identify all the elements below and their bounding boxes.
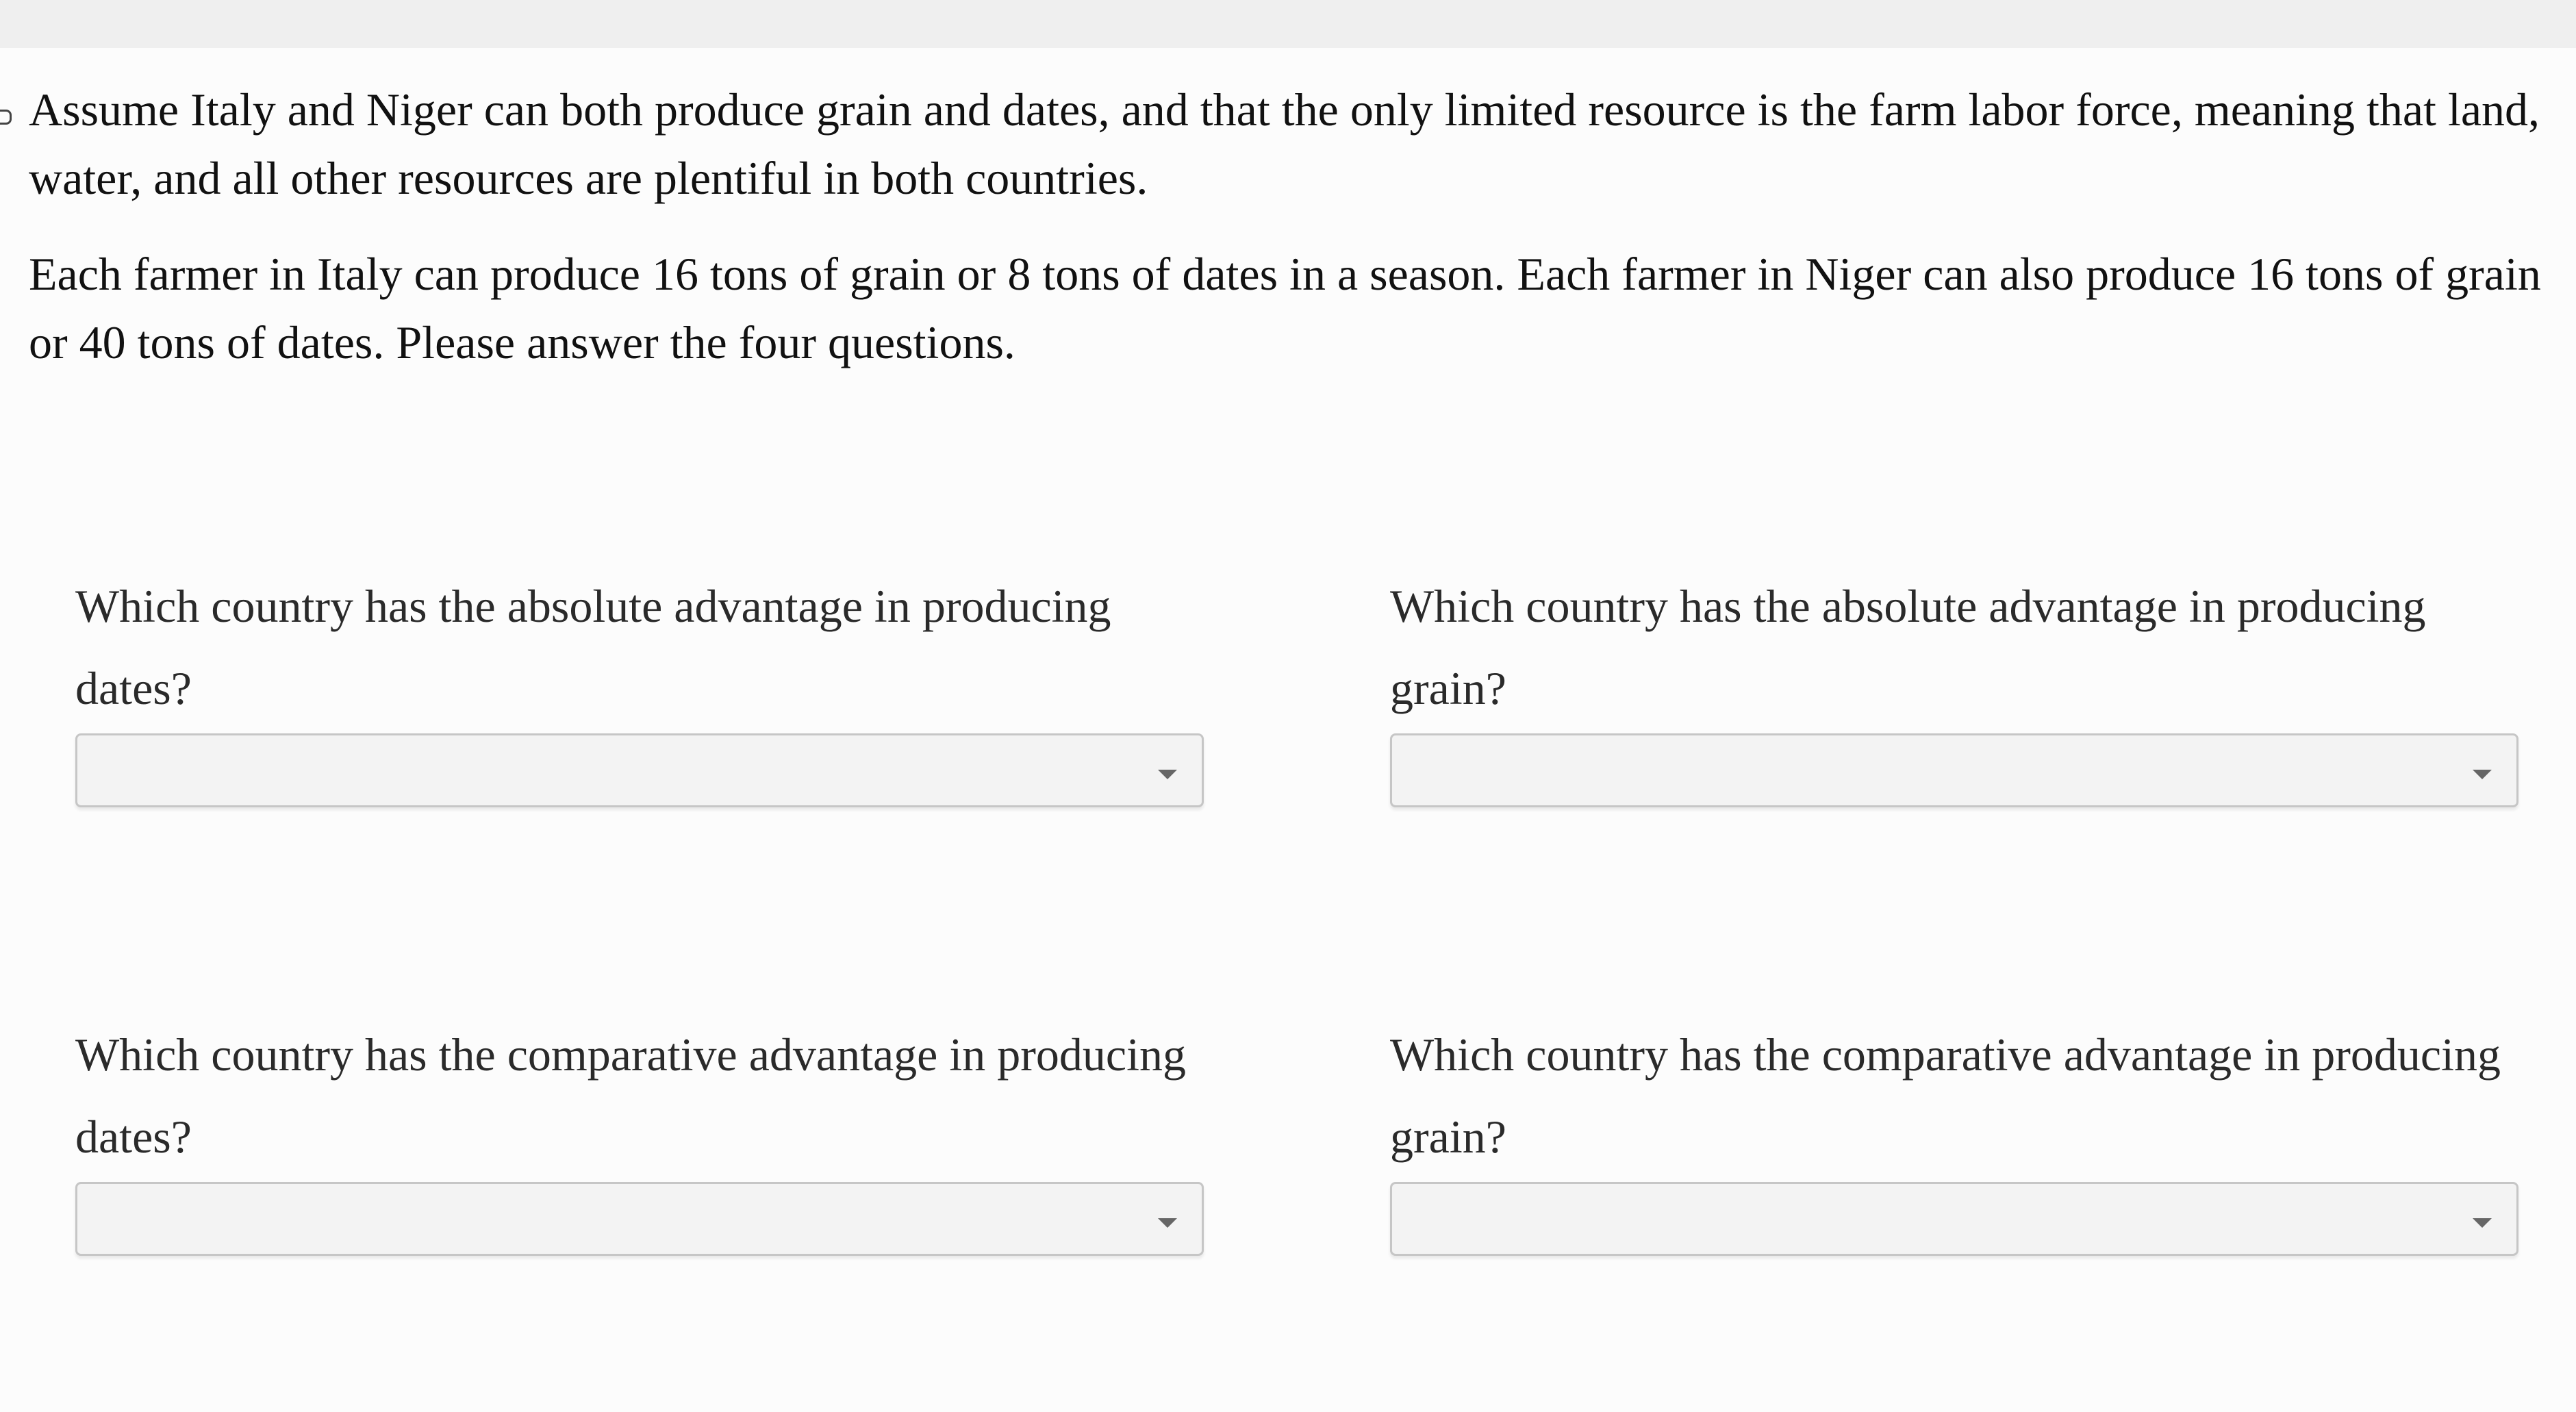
top-bar (0, 0, 2576, 48)
chevron-down-icon (2473, 1218, 2492, 1228)
question-text: Which country has the comparative advantage in producing grain? (1390, 1029, 2501, 1163)
question-comparative-grain (1390, 1013, 2520, 1256)
answer-dropdown-absolute-grain[interactable] (1390, 733, 2518, 807)
question-text: Which country has the absolute advantage in producing dates? (75, 580, 1111, 714)
chevron-down-icon (2473, 770, 2492, 779)
answer-dropdown-absolute-dates[interactable] (75, 733, 1204, 807)
intro-paragraph-2: Each farmer in Italy can produce 16 tons of grain or 8 tons of dates in a season. Each farmer in Niger can also produce 16 tons of grain or 40 tons of dates. Please answer the four questions. (29, 248, 2541, 368)
question-text: Which country has the absolute advantage in producing grain? (1390, 580, 2426, 714)
edge-handle-icon (0, 110, 12, 125)
question-absolute-dates (75, 565, 1205, 807)
intro-paragraph-1: Assume Italy and Niger can both produce grain and dates, and that the only limited resource is the farm labor force, meaning that land, water, and all other resources are plentiful in both countries. (29, 84, 2540, 204)
answer-dropdown-comparative-dates[interactable] (75, 1182, 1204, 1256)
problem-statement (29, 75, 2555, 404)
question-comparative-dates (75, 1013, 1205, 1256)
chevron-down-icon (1158, 770, 1177, 779)
question-absolute-grain (1390, 565, 2520, 807)
question-text: Which country has the comparative advantage in producing dates? (75, 1029, 1186, 1163)
answer-dropdown-comparative-grain[interactable] (1390, 1182, 2518, 1256)
chevron-down-icon (1158, 1218, 1177, 1228)
